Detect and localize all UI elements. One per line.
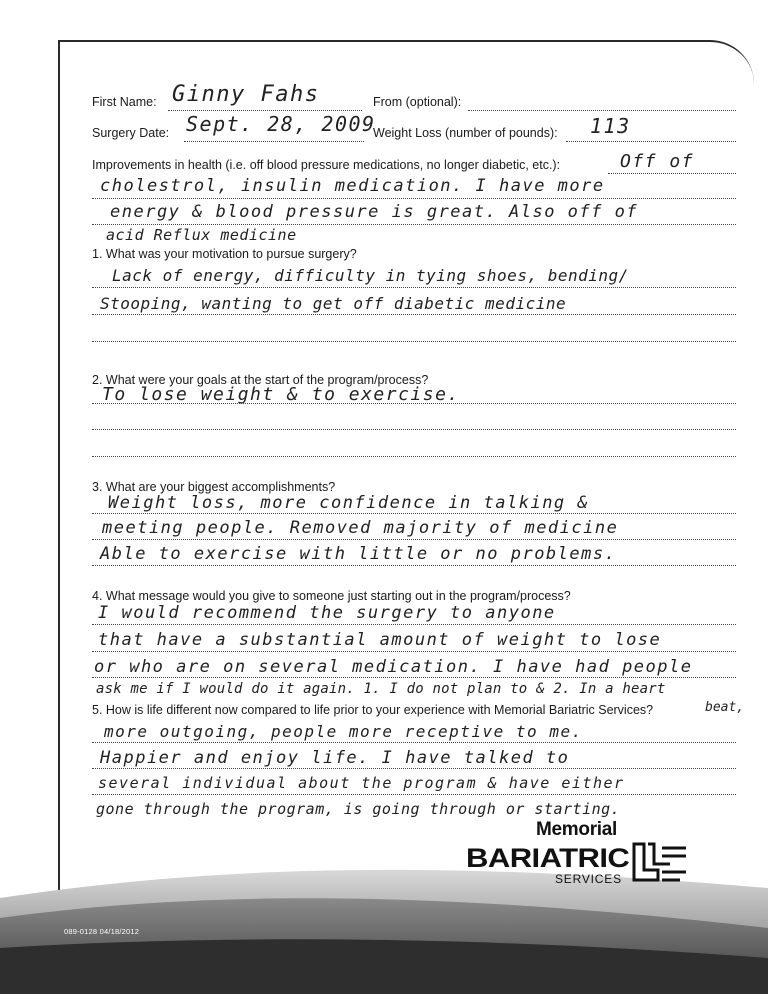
question-4-answer-1: that have a substantial amount of weight to lose (98, 630, 662, 650)
question-5-line-1 (92, 768, 736, 769)
question-1-line-2 (92, 341, 736, 342)
question-5-line-2 (92, 794, 736, 795)
question-3-line-2 (92, 565, 736, 566)
question-3-answer-0: Weight loss, more confidence in talking & (108, 493, 590, 513)
question-5-line-0 (92, 742, 736, 743)
question-2-label: 2. What were your goals at the start of the program/process? (92, 373, 429, 387)
improvements-value-1: cholestrol, insulin medication. I have more (100, 176, 605, 196)
question-1-line-1 (92, 314, 736, 315)
question-5-label: 5. How is life different now compared to life prior to your experience with Memorial Bariatric Services? (92, 703, 654, 717)
question-3-label: 3. What are your biggest accomplishments? (92, 480, 336, 494)
question-2-line-1 (92, 429, 736, 430)
question-1-label: 1. What was your motivation to pursue surgery? (92, 247, 357, 261)
weight-loss-label: Weight Loss (number of pounds): (373, 126, 558, 140)
question-2-line-0 (92, 403, 736, 404)
question-3-line-1 (92, 539, 736, 540)
question-5-answer-2: Happier and enjoy life. I have talked to (100, 748, 570, 768)
question-5-answer-0: beat, (705, 700, 745, 715)
first-name-value: Ginny Fahs (172, 82, 320, 107)
improvements-value-3: acid Reflux medicine (106, 226, 297, 244)
question-1-answer-1: Stooping, wanting to get off diabetic medicine (100, 294, 567, 313)
surgery-date-line (184, 141, 364, 142)
logo-mark-icon (630, 840, 690, 891)
question-1-line-0 (92, 287, 736, 288)
question-3-line-0 (92, 513, 736, 514)
improvements-line-2 (92, 224, 736, 225)
question-2-answer-0: To lose weight & to exercise. (102, 384, 460, 405)
question-4-line-1 (92, 651, 736, 652)
question-3-answer-1: meeting people. Removed majority of medicine (102, 518, 619, 538)
improvements-label: Improvements in health (i.e. off blood pressure medications, no longer diabetic, etc.): (92, 158, 561, 172)
logo-services: SERVICES (555, 872, 622, 886)
question-4-answer-3: ask me if I would do it again. 1. I do not plan to & 2. In a heart (96, 681, 666, 697)
question-4-line-2 (92, 677, 736, 678)
from-line (468, 110, 736, 111)
surgery-date-value: Sept. 28, 2009 (186, 112, 376, 136)
first-name-line (168, 110, 362, 111)
logo-memorial: Memorial (536, 819, 618, 840)
question-4-line-0 (92, 624, 736, 625)
from-label: From (optional): (373, 95, 462, 109)
surgery-date-label: Surgery Date: (92, 126, 170, 140)
weight-loss-value: 113 (590, 114, 631, 138)
question-5-answer-3: several individual about the program & have either (98, 774, 625, 792)
improvements-line-1 (92, 198, 736, 199)
question-5-answer-4: gone through the program, is going through or starting. (96, 800, 621, 818)
question-4-answer-0: I would recommend the surgery to anyone (98, 603, 556, 623)
question-2-line-2 (92, 456, 736, 457)
question-5-answer-1: more outgoing, people more receptive to me. (104, 722, 583, 741)
logo-bariatric: BARIATRIC (466, 843, 630, 873)
first-name-label: First Name: (92, 95, 157, 109)
improvements-value-0: Off of (620, 151, 695, 172)
question-3-answer-2: Able to exercise with little or no problems. (100, 544, 617, 564)
question-4-label: 4. What message would you give to someone just starting out in the program/process? (92, 589, 571, 603)
improvements-line-0 (608, 173, 736, 174)
improvements-value-2: energy & blood pressure is great. Also off of (110, 202, 639, 222)
question-1-answer-0: Lack of energy, difficulty in tying shoes, bending/ (112, 266, 629, 285)
question-4-answer-2: or who are on several medication. I have had people (94, 657, 693, 677)
footer-code: 089-0128 04/18/2012 (64, 927, 140, 936)
weight-loss-line (566, 141, 736, 142)
